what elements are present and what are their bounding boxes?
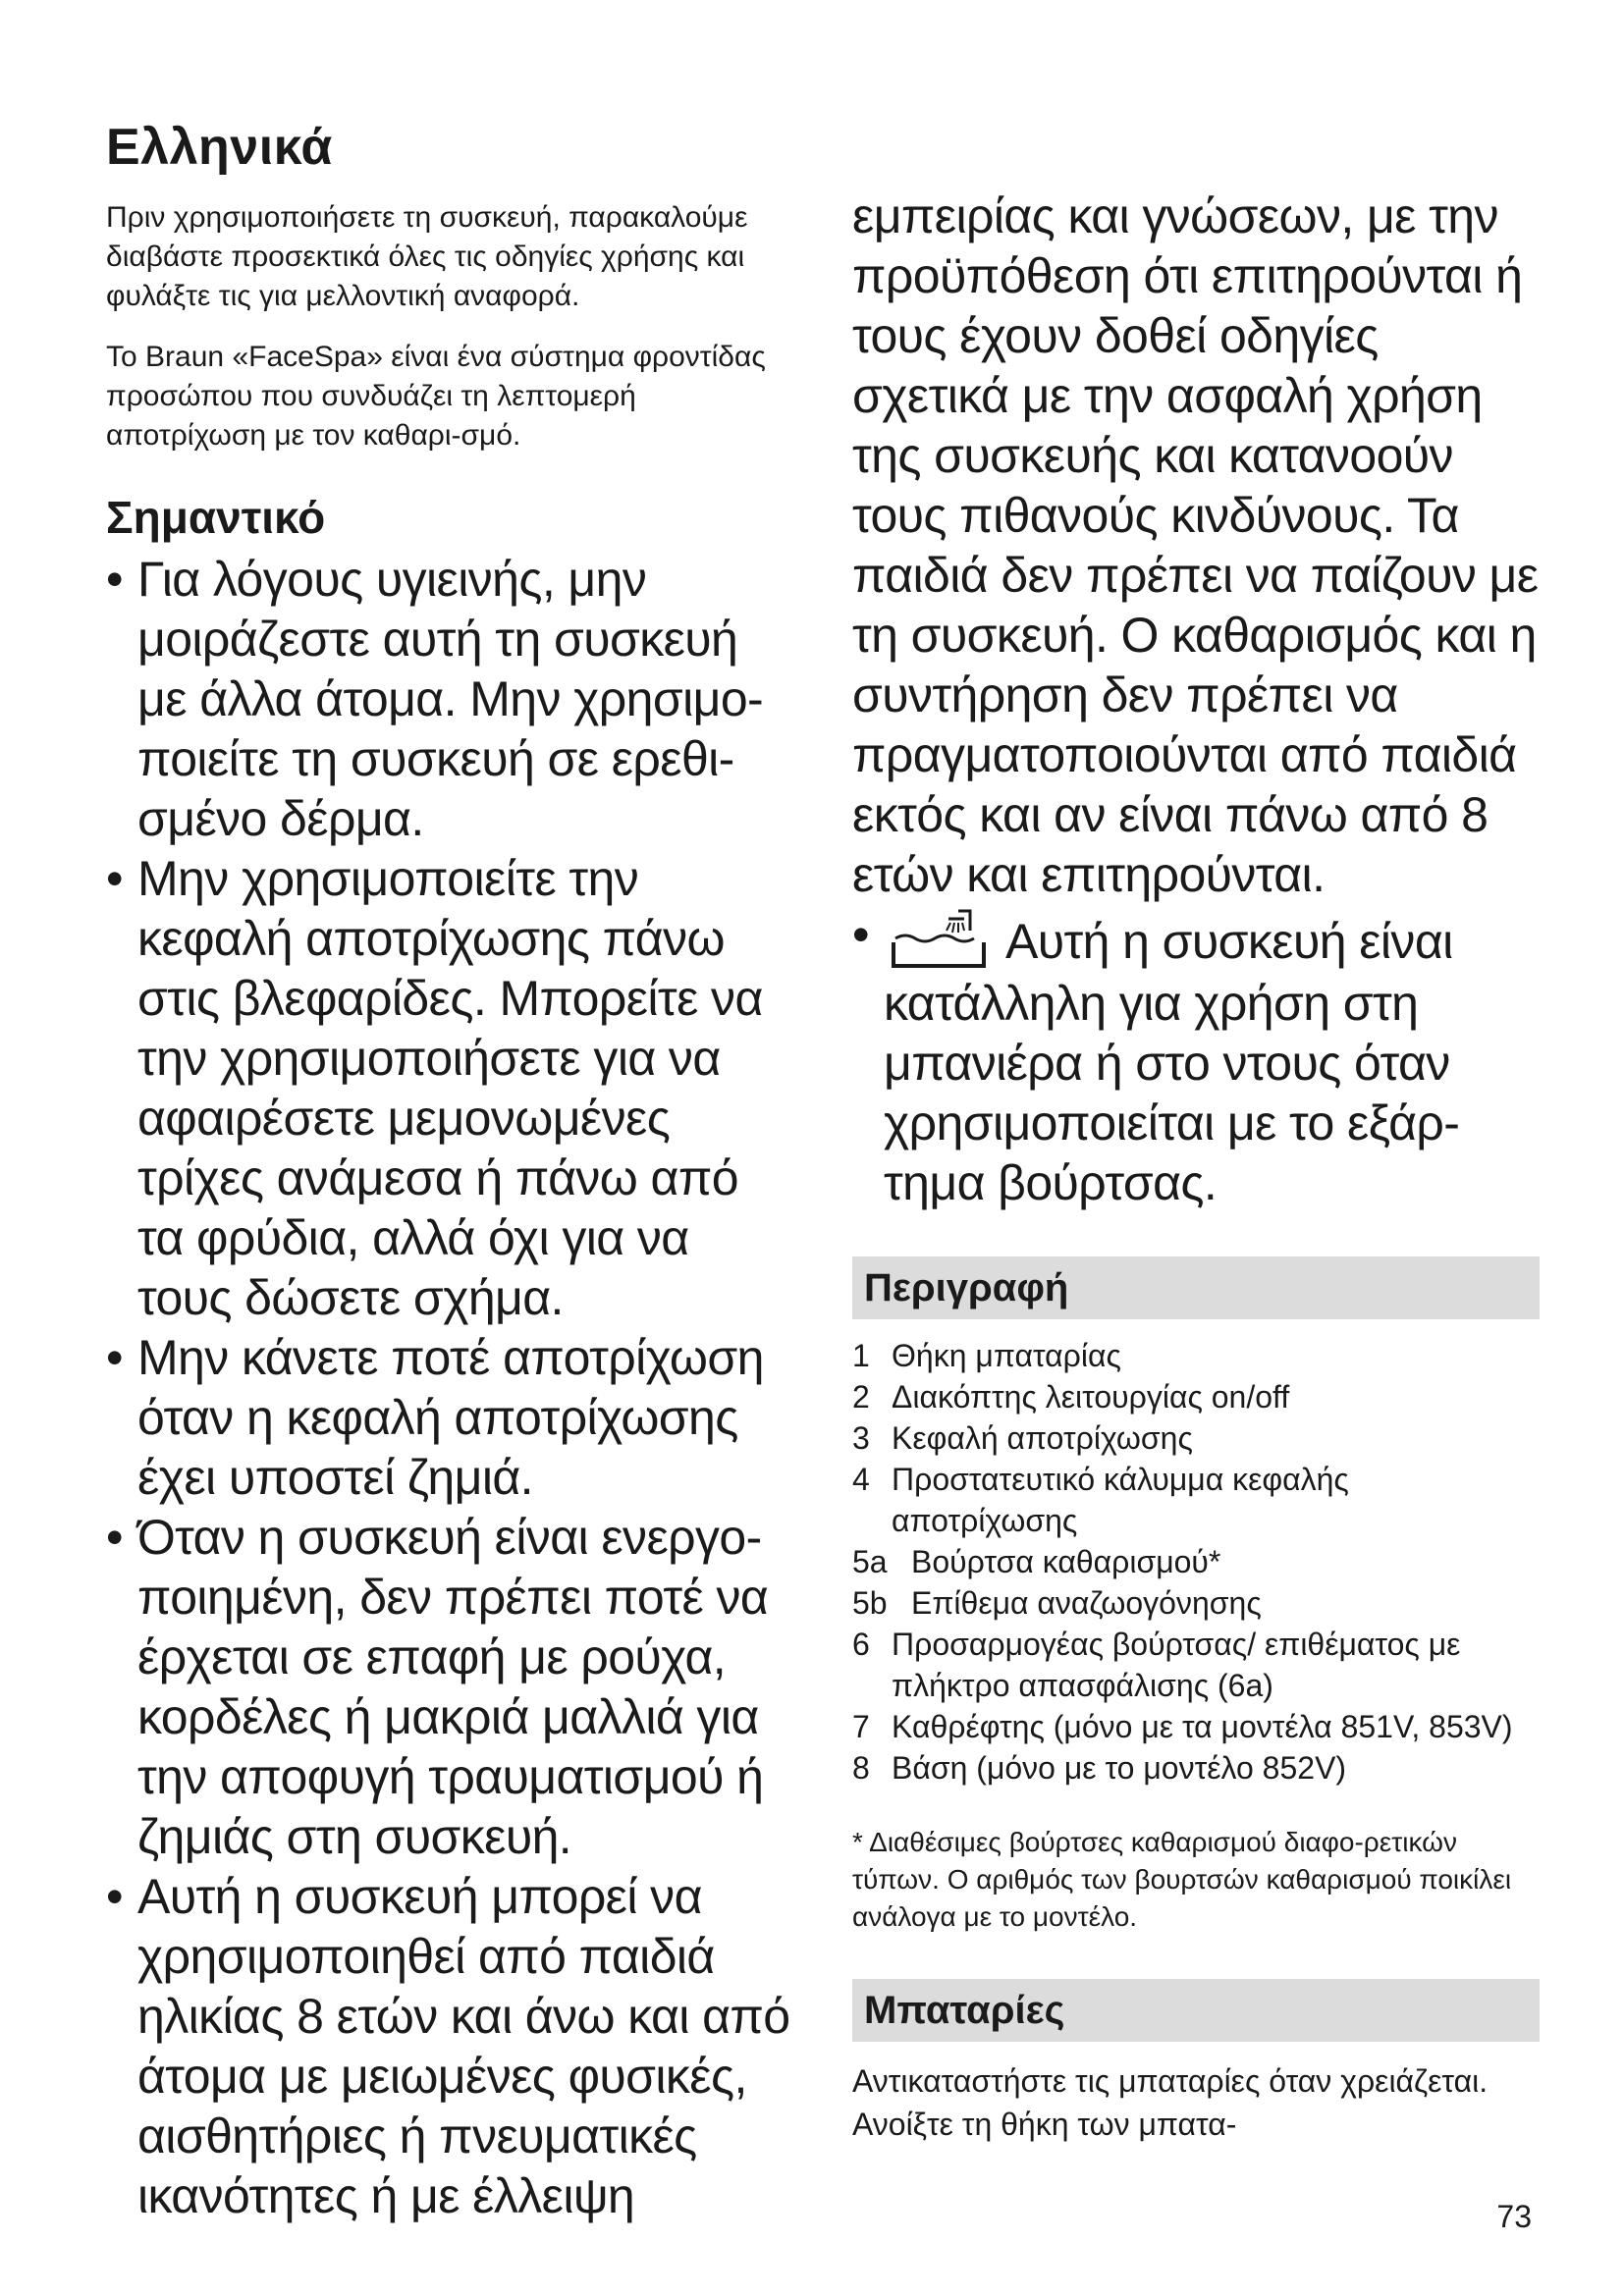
item-number: 8: [852, 1750, 870, 1786]
description-item: [852, 1335, 1540, 1376]
description-item: [852, 1541, 1540, 1582]
bath-bullet-item: [852, 905, 1540, 1213]
item-text: Βάση (μόνο με το μοντέλο 852V): [892, 1750, 1347, 1786]
item-number: 2: [852, 1379, 870, 1415]
item-text: Διακόπτης λειτουργίας on/off: [892, 1379, 1290, 1415]
bath-bullet-text: Αυτή η συσκευή είναι κατάλληλη για χρήση στη μπανιέρα ή στο ντους όταν χρησιμοποιείται με το εξάρ-τημα βούρτσας.: [884, 914, 1460, 1210]
page-number: 73: [1496, 2199, 1532, 2234]
item-number: 5a: [852, 1544, 888, 1579]
item-text: Προσαρμογέας βούρτσας/ επιθέματος με πλήκτρο απασφάλισης (6a): [892, 1627, 1461, 1703]
item-number: 7: [852, 1709, 870, 1744]
description-heading: Περιγραφή: [852, 1256, 1540, 1319]
item-number: 4: [852, 1462, 870, 1497]
item-text: Θήκη μπαταρίας: [892, 1338, 1121, 1373]
item-number: 1: [852, 1338, 870, 1373]
intro-paragraph-1: Πριν χρησιμοποιήσετε τη συσκευή, παρακαλούμε διαβάστε προσεκτικά όλες τις οδηγίες χρήσης και φυλάξτε τις για μελλοντική αναφορά.: [106, 201, 748, 312]
description-list: [852, 1335, 1540, 1789]
item-text: Επίθεμα αναζωογόνησης: [911, 1585, 1262, 1621]
batteries-heading: Μπαταρίες: [852, 1979, 1540, 2042]
bath-bullet-list: [852, 905, 1540, 1213]
description-item: [852, 1706, 1540, 1747]
important-bullet-list: [106, 550, 793, 2226]
right-column: [852, 187, 1540, 2177]
description-item: [852, 1459, 1540, 1541]
bullet-continuation: εμπειρίας και γνώσεων, με την προϋπόθεση ότι επιτηρούνται ή τους έχουν δοθεί οδηγίες σχετικά με την ασφαλή χρήση της συσκευής και κατανοούν τους πιθανούς κινδύνους. Τα παιδιά δεν πρέπει να παίζουν με τη συσκευή. Ο καθαρισμός και η συντήρηση δεν πρέπει να πραγματοποιούνται από παιδιά εκτός και αν είναι πάνω από 8 ετών και επιτηρούνται.: [852, 188, 1539, 902]
page-title: Ελληνικά: [106, 119, 333, 176]
description-item: [852, 1582, 1540, 1624]
bath-shower-icon: [890, 905, 998, 974]
description-item: [852, 1747, 1540, 1789]
intro-paragraph-2: Το Braun «FaceSpa» είναι ένα σύστημα φροντίδας προσώπου που συνδυάζει τη λεπτομερή αποτρίχωση με τον καθαρι-σμό.: [106, 341, 766, 452]
description-item: [852, 1624, 1540, 1706]
description-item: [852, 1417, 1540, 1459]
bullet-item: • Αυτή η συσκευή μπορεί να χρησιμοποιηθεί από παιδιά ηλικίας 8 ετών και άνω και από άτομα με μειωμένες φυσικές, αισθητήριες ή πνευματικές ικανότητες ή με έλλειψη: [106, 1867, 793, 2226]
item-text: Κεφαλή αποτρίχωσης: [892, 1420, 1193, 1456]
description-footnote: * Διαθέσιμες βούρτσες καθαρισμού διαφο-ρετικών τύπων. Ο αριθμός των βουρτσών καθαρισμού ποικίλει ανάλογα με το μοντέλο.: [852, 1827, 1512, 1932]
bullet-item: • Για λόγους υγιεινής, μην μοιράζεστε αυτή τη συσκευή με άλλα άτομα. Μην χρησιμο-ποιείτε τη συσκευή σε ερεθι-σμένο δέρμα.: [106, 550, 793, 849]
bullet-item: • Όταν η συσκευή είναι ενεργο-ποιημένη, δεν πρέπει ποτέ να έρχεται σε επαφή με ρούχα, κορδέλες ή μακριά μαλλιά για την αποφυγή τραυματισμού ή ζημιάς στη συσκευή.: [106, 1508, 793, 1867]
bullet-item: • Μην χρησιμοποιείτε την κεφαλή αποτρίχωσης πάνω στις βλεφαρίδες. Μπορείτε να την χρησιμοποιήσετε για να αφαιρέσετε μεμονωμένες τρίχες ανάμεσα ή πάνω από τα φρύδια, αλλά όχι για να τους δώσετε σχήμα.: [106, 849, 793, 1328]
item-text: Καθρέφτης (μόνο με τα μοντέλα 851V, 853V): [892, 1709, 1513, 1744]
left-column: [106, 118, 793, 2226]
item-number: 3: [852, 1420, 870, 1456]
bullet-item: • Μην κάνετε ποτέ αποτρίχωση όταν η κεφαλή αποτρίχωσης έχει υποστεί ζημιά.: [106, 1328, 793, 1508]
item-number: 5b: [852, 1585, 888, 1621]
item-text: Προστατευτικό κάλυμμα κεφαλής αποτρίχωσης: [892, 1462, 1349, 1538]
important-heading: Σημαντικό: [106, 492, 326, 543]
item-text: Βούρτσα καθαρισμού*: [911, 1544, 1221, 1579]
description-item: [852, 1376, 1540, 1417]
item-number: 6: [852, 1627, 870, 1662]
batteries-text: Αντικαταστήστε τις μπαταρίες όταν χρειάζεται. Ανοίξτε τη θήκη των μπατα-: [852, 2063, 1489, 2142]
